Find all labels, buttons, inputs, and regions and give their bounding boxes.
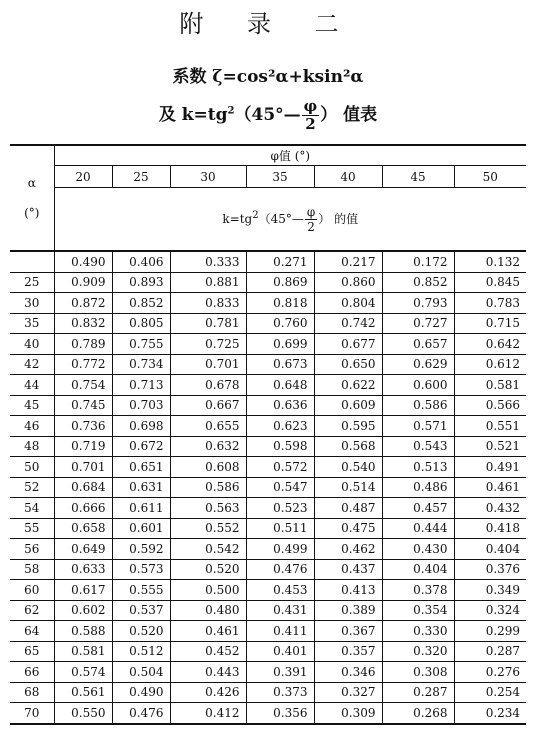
value-cell: 0.658 (54, 518, 112, 539)
value-cell: 0.490 (112, 682, 170, 703)
value-cell: 0.412 (170, 703, 246, 724)
value-cell: 0.651 (112, 457, 170, 478)
value-cell: 0.595 (314, 416, 382, 437)
table-row (10, 375, 526, 396)
value-cell: 0.666 (54, 498, 112, 519)
alpha-cell: 65 (10, 641, 54, 662)
value-cell: 0.719 (54, 436, 112, 457)
value-cell: 0.572 (246, 457, 314, 478)
value-cell: 0.132 (454, 251, 526, 272)
table-row (10, 293, 526, 314)
table-row (10, 600, 526, 621)
alpha-cell: 56 (10, 539, 54, 560)
formula-k-paren-close: ） (320, 105, 338, 125)
table-row (10, 477, 526, 498)
value-cell: 0.499 (246, 539, 314, 560)
alpha-unit: (°) (24, 206, 40, 220)
value-cell: 0.745 (54, 395, 112, 416)
value-cell: 0.373 (246, 682, 314, 703)
value-cell: 0.586 (382, 395, 454, 416)
value-cell: 0.476 (246, 559, 314, 580)
alpha-header: α (27, 176, 36, 190)
value-cell: 0.852 (112, 293, 170, 314)
table-row (10, 662, 526, 683)
value-cell: 0.418 (454, 518, 526, 539)
value-cell: 0.632 (170, 436, 246, 457)
value-cell: 0.521 (454, 436, 526, 457)
value-cell: 0.678 (170, 375, 246, 396)
formula-k-fraction (302, 99, 320, 132)
alpha-cell: 64 (10, 621, 54, 642)
value-cell: 0.547 (246, 477, 314, 498)
value-cell: 0.514 (314, 477, 382, 498)
value-cell: 0.333 (170, 251, 246, 272)
value-cell: 0.588 (54, 621, 112, 642)
value-cell: 0.287 (382, 682, 454, 703)
alpha-cell: 35 (10, 313, 54, 334)
value-cell: 0.431 (246, 600, 314, 621)
table-row (10, 334, 526, 355)
page-title: 附 录 二 (179, 10, 357, 38)
value-cell: 0.601 (112, 518, 170, 539)
alpha-cell: 70 (10, 703, 54, 724)
value-cell: 0.684 (54, 477, 112, 498)
alpha-cell: 42 (10, 354, 54, 375)
value-cell: 0.649 (54, 539, 112, 560)
k-label-frac-num: φ (306, 204, 316, 219)
table-row (10, 457, 526, 478)
value-cell: 0.609 (314, 395, 382, 416)
value-cell: 0.309 (314, 703, 382, 724)
value-cell: 0.793 (382, 293, 454, 314)
value-cell: 0.426 (170, 682, 246, 703)
value-cell: 0.354 (382, 600, 454, 621)
value-cell: 0.356 (246, 703, 314, 724)
alpha-header-cell (10, 145, 54, 251)
table-row (10, 498, 526, 519)
value-cell: 0.667 (170, 395, 246, 416)
table-row (10, 436, 526, 457)
value-cell: 0.573 (112, 559, 170, 580)
alpha-cell: 25 (10, 272, 54, 293)
table-row (10, 703, 526, 724)
alpha-cell: 40 (10, 334, 54, 355)
value-cell: 0.327 (314, 682, 382, 703)
value-cell: 0.172 (382, 251, 454, 272)
value-cell: 0.872 (54, 293, 112, 314)
value-cell: 0.698 (112, 416, 170, 437)
value-cell: 0.357 (314, 641, 382, 662)
table-row (10, 539, 526, 560)
value-cell: 0.805 (112, 313, 170, 334)
alpha-cell: 68 (10, 682, 54, 703)
value-cell: 0.511 (246, 518, 314, 539)
value-cell: 0.657 (382, 334, 454, 355)
formula-k-frac-den: 2 (305, 115, 316, 133)
value-cell: 0.378 (382, 580, 454, 601)
value-cell: 0.452 (170, 641, 246, 662)
value-cell: 0.462 (314, 539, 382, 560)
value-cell: 0.574 (54, 662, 112, 683)
value-cell: 0.430 (382, 539, 454, 560)
value-cell: 0.555 (112, 580, 170, 601)
value-cell: 0.504 (112, 662, 170, 683)
value-cell: 0.760 (246, 313, 314, 334)
value-cell: 0.217 (314, 251, 382, 272)
value-cell: 0.490 (54, 251, 112, 272)
table-row (10, 251, 526, 272)
value-cell: 0.254 (454, 682, 526, 703)
value-cell: 0.677 (314, 334, 382, 355)
value-cell: 0.592 (112, 539, 170, 560)
value-cell: 0.755 (112, 334, 170, 355)
value-cell: 0.537 (112, 600, 170, 621)
value-cell: 0.401 (246, 641, 314, 662)
k-label-frac-den: 2 (307, 219, 315, 234)
value-cell: 0.413 (314, 580, 382, 601)
formula-k-exp: 2 (227, 105, 235, 117)
value-cell: 0.500 (170, 580, 246, 601)
value-cell: 0.520 (112, 621, 170, 642)
value-cell: 0.703 (112, 395, 170, 416)
alpha-cell: 46 (10, 416, 54, 437)
table-row (10, 559, 526, 580)
value-cell: 0.650 (314, 354, 382, 375)
alpha-cell: 50 (10, 457, 54, 478)
phi-col-header: 30 (170, 166, 246, 188)
value-cell: 0.633 (54, 559, 112, 580)
value-cell: 0.324 (454, 600, 526, 621)
value-cell: 0.781 (170, 313, 246, 334)
value-cell: 0.234 (454, 703, 526, 724)
alpha-cell: 58 (10, 559, 54, 580)
formula-k (0, 99, 536, 132)
value-cell: 0.571 (382, 416, 454, 437)
value-cell: 0.550 (54, 703, 112, 724)
value-cell: 0.845 (454, 272, 526, 293)
value-cell: 0.622 (314, 375, 382, 396)
value-cell: 0.581 (54, 641, 112, 662)
value-cell: 0.725 (170, 334, 246, 355)
value-cell: 0.404 (382, 559, 454, 580)
table-row (10, 580, 526, 601)
k-label-exp: 2 (252, 209, 259, 221)
value-cell: 0.736 (54, 416, 112, 437)
k-label-prefix: k=tg (222, 211, 253, 226)
phi-col-header: 25 (112, 166, 170, 188)
formula-k-suffix: 值表 (343, 105, 378, 125)
value-cell: 0.629 (382, 354, 454, 375)
value-cell: 0.563 (170, 498, 246, 519)
value-cell: 0.672 (112, 436, 170, 457)
alpha-cell: 45 (10, 395, 54, 416)
value-cell: 0.453 (246, 580, 314, 601)
value-cell: 0.444 (382, 518, 454, 539)
value-cell: 0.276 (454, 662, 526, 683)
value-cell: 0.860 (314, 272, 382, 293)
value-cell: 0.461 (170, 621, 246, 642)
value-cell: 0.543 (382, 436, 454, 457)
value-cell: 0.568 (314, 436, 382, 457)
formula-coefficient: 系数 ζ=cos²α+ksin²α (172, 67, 364, 87)
value-cell: 0.320 (382, 641, 454, 662)
value-cell: 0.391 (246, 662, 314, 683)
value-cell: 0.486 (382, 477, 454, 498)
alpha-cell: 44 (10, 375, 54, 396)
value-cell: 0.869 (246, 272, 314, 293)
value-cell: 0.411 (246, 621, 314, 642)
value-cell: 0.299 (454, 621, 526, 642)
value-cell: 0.727 (382, 313, 454, 334)
table-row (10, 395, 526, 416)
k-label-fraction (305, 206, 317, 233)
value-cell: 0.513 (382, 457, 454, 478)
value-cell: 0.487 (314, 498, 382, 519)
value-cell: 0.881 (170, 272, 246, 293)
value-cell: 0.909 (54, 272, 112, 293)
alpha-cell: 30 (10, 293, 54, 314)
value-cell: 0.602 (54, 600, 112, 621)
table-row (10, 416, 526, 437)
value-cell: 0.600 (382, 375, 454, 396)
value-cell: 0.631 (112, 477, 170, 498)
value-cell: 0.540 (314, 457, 382, 478)
value-cell: 0.271 (246, 251, 314, 272)
phi-col-header: 45 (382, 166, 454, 188)
value-cell: 0.432 (454, 498, 526, 519)
table-row (10, 518, 526, 539)
alpha-cell: 48 (10, 436, 54, 457)
value-cell: 0.268 (382, 703, 454, 724)
value-cell: 0.367 (314, 621, 382, 642)
value-cell: 0.330 (382, 621, 454, 642)
table-row (10, 354, 526, 375)
value-cell: 0.389 (314, 600, 382, 621)
phi-col-header: 50 (454, 166, 526, 188)
value-cell: 0.636 (246, 395, 314, 416)
formula-k-frac-num: φ (303, 97, 318, 115)
value-cell: 0.852 (382, 272, 454, 293)
value-cell: 0.480 (170, 600, 246, 621)
value-cell: 0.586 (170, 477, 246, 498)
value-cell: 0.491 (454, 457, 526, 478)
table-row (10, 641, 526, 662)
value-cell: 0.581 (454, 375, 526, 396)
k-label (54, 188, 526, 252)
value-cell: 0.523 (246, 498, 314, 519)
value-cell: 0.561 (54, 682, 112, 703)
phi-col-header: 35 (246, 166, 314, 188)
value-cell: 0.476 (112, 703, 170, 724)
value-cell: 0.287 (454, 641, 526, 662)
value-cell: 0.611 (112, 498, 170, 519)
phi-col-header: 40 (314, 166, 382, 188)
value-cell: 0.308 (382, 662, 454, 683)
alpha-cell: 52 (10, 477, 54, 498)
value-cell: 0.542 (170, 539, 246, 560)
alpha-cell: 62 (10, 600, 54, 621)
k-label-paren-close: ） (318, 211, 331, 226)
table-row (10, 272, 526, 293)
table-row (10, 621, 526, 642)
alpha-cell: 55 (10, 518, 54, 539)
value-cell: 0.566 (454, 395, 526, 416)
value-cell: 0.349 (454, 580, 526, 601)
table-row (10, 682, 526, 703)
k-label-suffix: 的值 (334, 211, 359, 226)
value-cell: 0.655 (170, 416, 246, 437)
value-cell: 0.346 (314, 662, 382, 683)
value-cell: 0.701 (170, 354, 246, 375)
alpha-cell: 60 (10, 580, 54, 601)
phi-header: φ值 (°) (54, 145, 526, 166)
value-cell: 0.832 (54, 313, 112, 334)
value-cell: 0.406 (112, 251, 170, 272)
value-cell: 0.699 (246, 334, 314, 355)
formula-k-paren-open: （45°— (234, 105, 301, 125)
value-cell: 0.520 (170, 559, 246, 580)
table-row (10, 313, 526, 334)
alpha-cell: 66 (10, 662, 54, 683)
value-cell: 0.673 (246, 354, 314, 375)
value-cell: 0.552 (170, 518, 246, 539)
value-cell: 0.608 (170, 457, 246, 478)
formula-k-prefix: 及 k=tg (158, 105, 228, 125)
alpha-cell: 54 (10, 498, 54, 519)
coefficient-table (10, 144, 526, 725)
value-cell: 0.772 (54, 354, 112, 375)
value-cell: 0.642 (454, 334, 526, 355)
value-cell: 0.804 (314, 293, 382, 314)
value-cell: 0.713 (112, 375, 170, 396)
value-cell: 0.742 (314, 313, 382, 334)
value-cell: 0.754 (54, 375, 112, 396)
value-cell: 0.734 (112, 354, 170, 375)
value-cell: 0.818 (246, 293, 314, 314)
alpha-cell (10, 251, 54, 272)
value-cell: 0.715 (454, 313, 526, 334)
value-cell: 0.457 (382, 498, 454, 519)
value-cell: 0.701 (54, 457, 112, 478)
value-cell: 0.623 (246, 416, 314, 437)
value-cell: 0.551 (454, 416, 526, 437)
value-cell: 0.598 (246, 436, 314, 457)
value-cell: 0.376 (454, 559, 526, 580)
value-cell: 0.617 (54, 580, 112, 601)
value-cell: 0.443 (170, 662, 246, 683)
value-cell: 0.512 (112, 641, 170, 662)
value-cell: 0.833 (170, 293, 246, 314)
value-cell: 0.475 (314, 518, 382, 539)
value-cell: 0.783 (454, 293, 526, 314)
value-cell: 0.789 (54, 334, 112, 355)
value-cell: 0.648 (246, 375, 314, 396)
k-label-paren-open: （45°— (258, 211, 304, 226)
value-cell: 0.461 (454, 477, 526, 498)
value-cell: 0.404 (454, 539, 526, 560)
value-cell: 0.437 (314, 559, 382, 580)
phi-col-header: 20 (54, 166, 112, 188)
value-cell: 0.612 (454, 354, 526, 375)
value-cell: 0.893 (112, 272, 170, 293)
